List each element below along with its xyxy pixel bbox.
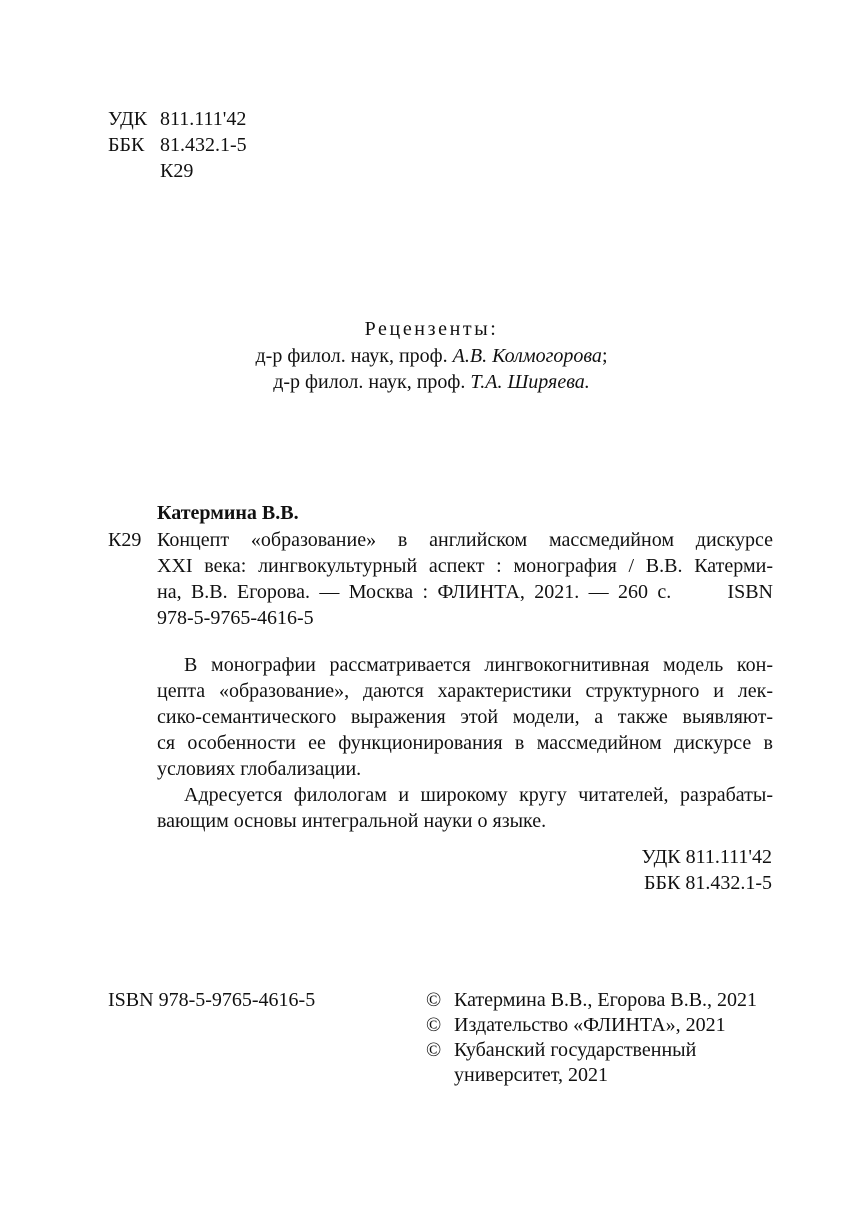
record-mark: К29 xyxy=(108,529,142,551)
bbk-label: ББК xyxy=(108,134,145,156)
copyright-3-continuation: университет, 2021 xyxy=(454,1064,609,1086)
record-line: на, В.В. Егорова. — Москва : ФЛИНТА, 2021. — 260 с. ISBN xyxy=(157,581,773,603)
annotation-paragraph-2 xyxy=(157,782,773,834)
reviewer-1 xyxy=(0,343,863,369)
udk-line xyxy=(108,106,246,132)
annotation-line: вающим основы интегральной науки о языке. xyxy=(157,810,547,832)
reviewers-heading: Рецензенты: xyxy=(364,318,499,340)
reviewer-2-degree: д-р филол. наук, проф. xyxy=(273,371,471,393)
record-line: XXI века: лингвокультурный аспект : монография / В.В. Катерми- xyxy=(157,555,773,577)
reviewer-2-name: Т.А. Ширяева. xyxy=(470,371,590,393)
bbk-line xyxy=(108,132,247,158)
record-author: Катермина В.В. xyxy=(157,502,299,524)
annotation-line: ся особенности ее функционирования в массмедийном дискурсе в xyxy=(157,732,773,754)
udk-label: УДК xyxy=(108,108,148,130)
annotation-line: В монографии рассматривается лингвокогнитивная модель кон- xyxy=(184,654,773,676)
copyright-3 xyxy=(426,1037,696,1063)
reviewer-1-suffix: ; xyxy=(601,345,608,367)
reviewer-1-name: А.В. Колмогорова xyxy=(452,345,602,367)
annotation-paragraph-1 xyxy=(157,652,773,782)
copyright-symbol: © xyxy=(426,1039,442,1061)
annotation-line: условиях глобализации. xyxy=(157,758,362,780)
copyright-2-text: Издательство «ФЛИНТА», 2021 xyxy=(454,1014,726,1036)
annotation-line: цепта «образование», даются характеристики структурного и лек- xyxy=(157,680,773,702)
reviewer-1-degree: д-р филол. наук, проф. xyxy=(255,345,453,367)
annotation-line: Адресуется филологам и широкому кругу читателей, разрабаты- xyxy=(184,784,773,806)
bbk-value: 81.432.1-5 xyxy=(160,134,247,156)
annotation-line: сико-семантического выражения этой модели, а также выявляют- xyxy=(157,706,773,728)
copyright-2 xyxy=(426,1012,726,1038)
udk-value: 811.111'42 xyxy=(160,108,247,130)
copyright-symbol: © xyxy=(426,1014,442,1036)
record-line: 978-5-9765-4616-5 xyxy=(157,607,314,629)
isbn: ISBN 978-5-9765-4616-5 xyxy=(108,989,316,1011)
bbk-code-right: ББК 81.432.1-5 xyxy=(644,872,772,894)
record-line: Концепт «образование» в английском массмедийном дискурсе xyxy=(157,529,773,551)
copyright-1-text: Катермина В.В., Егорова В.В., 2021 xyxy=(454,989,758,1011)
udk-code-right: УДК 811.111'42 xyxy=(641,846,772,868)
copyright-3-text: Кубанский государственный xyxy=(454,1039,697,1061)
author-mark: К29 xyxy=(160,160,194,182)
record-description xyxy=(157,527,773,631)
copyright-symbol: © xyxy=(426,989,442,1011)
copyright-1 xyxy=(426,987,757,1013)
reviewer-2 xyxy=(0,369,863,395)
